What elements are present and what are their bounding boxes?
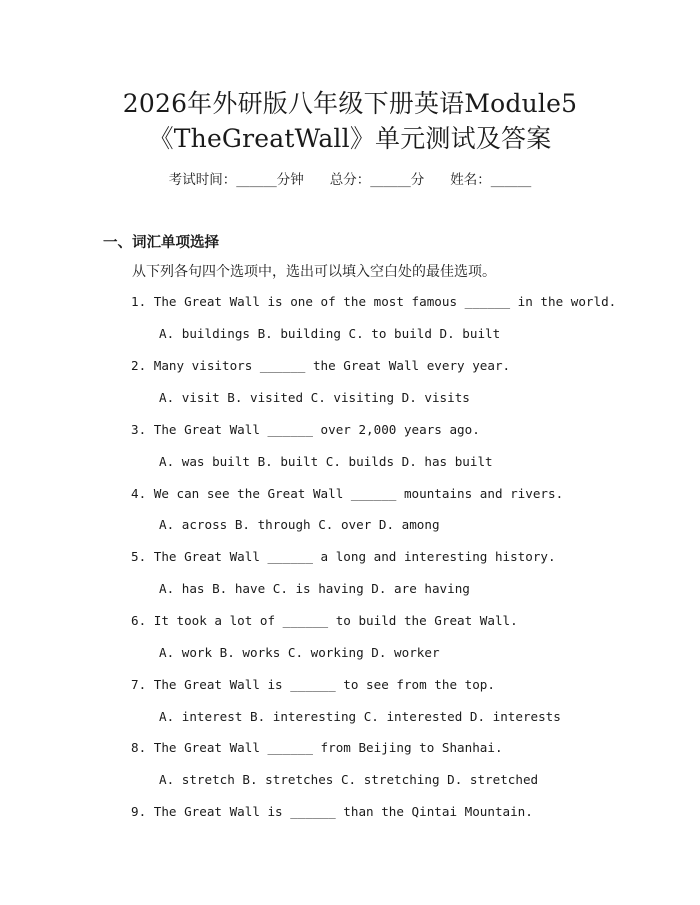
section-heading: 一、词汇单项选择 [103, 234, 219, 251]
exam-score-field: 总分：______分 [329, 172, 425, 188]
question-7: 7. The Great Wall is ______ to see from the top. [131, 677, 495, 692]
question-2-options: A. visit B. visited C. visiting D. visits [159, 390, 470, 405]
question-8-options: A. stretch B. stretches C. stretching D. stretched [159, 772, 539, 787]
question-4-options: A. across B. through C. over D. among [159, 517, 440, 532]
document-title-line2: 《TheGreatWall》单元测试及答案 [148, 124, 552, 153]
question-5-options: A. has B. have C. is having D. are having [159, 581, 470, 596]
document-title-line1: 2026年外研版八年级下册英语Module5 [122, 89, 578, 118]
question-4: 4. We can see the Great Wall ______ mountains and rivers. [131, 486, 564, 501]
exam-time-field: 考试时间：______分钟 [168, 172, 304, 188]
question-1-options: A. buildings B. building C. to build D. built [159, 326, 501, 341]
question-6: 6. It took a lot of ______ to build the Great Wall. [131, 613, 518, 628]
question-3: 3. The Great Wall ______ over 2,000 years ago. [131, 422, 480, 437]
question-1: 1. The Great Wall is one of the most famous ______ in the world. [131, 294, 617, 309]
question-2: 2. Many visitors ______ the Great Wall every year. [131, 358, 511, 373]
question-7-options: A. interest B. interesting C. interested D. interests [159, 709, 561, 724]
question-9: 9. The Great Wall is ______ than the Qintai Mountain. [131, 804, 533, 819]
question-5: 5. The Great Wall ______ a long and interesting history. [131, 549, 556, 564]
student-name-field: 姓名：______ [450, 172, 532, 188]
question-6-options: A. work B. works C. working D. worker [159, 645, 440, 660]
question-8: 8. The Great Wall ______ from Beijing to Shanhai. [131, 740, 503, 755]
question-3-options: A. was built B. built C. builds D. has built [159, 454, 493, 469]
section-instruction: 从下列各句四个选项中，选出可以填入空白处的最佳选项。 [132, 264, 496, 280]
exam-meta [0, 168, 700, 188]
